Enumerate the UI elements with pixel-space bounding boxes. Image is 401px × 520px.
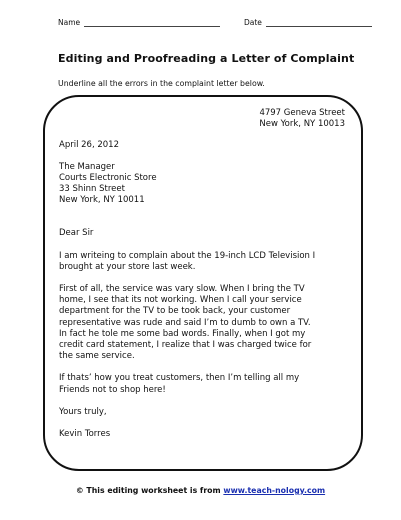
name-field bbox=[58, 17, 220, 27]
letter-paragraph bbox=[59, 284, 349, 362]
recipient-line: New York, NY 10011 bbox=[59, 195, 145, 206]
recipient-line: Courts Electronic Store bbox=[59, 172, 157, 183]
paragraph-line: Friends not to shop here! bbox=[59, 384, 166, 395]
date-field bbox=[244, 17, 372, 27]
paragraph-line: department for the TV to be took back, your customer bbox=[59, 306, 291, 317]
name-blank-line bbox=[84, 17, 220, 27]
complaint-letter bbox=[59, 108, 349, 440]
paragraph-line: I am writeing to complain about the 19-inch LCD Television I bbox=[59, 250, 316, 261]
signature: Kevin Torres bbox=[59, 429, 111, 440]
paragraph-line: First of all, the service was vary slow. When I bring the TV bbox=[59, 284, 305, 295]
paragraph-line: credit card statement, I realize that I was charged twice for bbox=[59, 340, 312, 351]
paragraph-line: If thats’ how you treat customers, then I’m telling all my bbox=[59, 373, 300, 384]
instructions: Underline all the errors in the complaint letter below. bbox=[58, 79, 265, 88]
recipient-line: 33 Shinn Street bbox=[59, 184, 125, 195]
closing: Yours truly, bbox=[59, 406, 107, 417]
date-label: Date bbox=[244, 18, 262, 27]
paragraph-line: In fact he tole me some bad words. Finally, when I got my bbox=[59, 328, 306, 339]
sender-address-line: New York, NY 10013 bbox=[259, 119, 345, 130]
date-blank-line bbox=[266, 17, 372, 27]
recipient-line: The Manager bbox=[59, 161, 115, 172]
sender-address bbox=[59, 108, 345, 130]
paragraph-line: the same service. bbox=[59, 351, 135, 362]
name-date-header bbox=[58, 17, 365, 31]
name-label: Name bbox=[58, 18, 81, 27]
paragraph-line: representative was rude and said I’m to dumb to own a TV. bbox=[59, 317, 311, 328]
salutation: Dear Sir bbox=[59, 228, 94, 239]
paragraph-line: brought at your store last week. bbox=[59, 261, 196, 272]
letter-date: April 26, 2012 bbox=[59, 140, 119, 151]
footer bbox=[0, 486, 401, 495]
letter-paragraph bbox=[59, 373, 349, 395]
sender-address-line: 4797 Geneva Street bbox=[259, 108, 345, 118]
letter-paragraph bbox=[59, 251, 349, 273]
worksheet-title: Editing and Proofreading a Letter of Complaint bbox=[58, 52, 355, 65]
footer-link[interactable]: www.teach-nology.com bbox=[223, 486, 326, 495]
paragraph-line: home, I see that its not working. When I call your service bbox=[59, 295, 302, 306]
recipient-address bbox=[59, 162, 349, 207]
footer-copyright: © This editing worksheet is from bbox=[75, 486, 224, 495]
